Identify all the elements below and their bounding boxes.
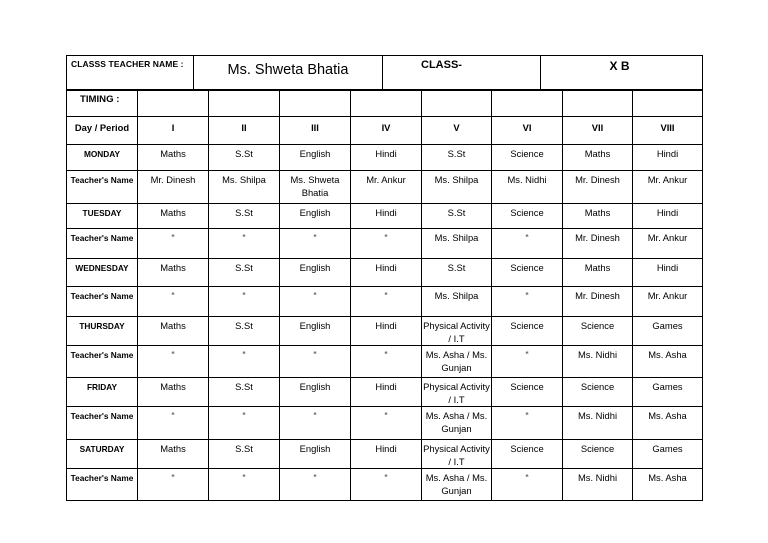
subject-cell: S.St [209,204,280,229]
class-teacher-label-cell [67,56,194,90]
teacher-name-label: Teacher's Name [67,469,138,501]
subject-cell: English [280,378,351,407]
period-header-row [67,117,703,145]
teacher-cell: “ [138,407,209,440]
period-header: VI [492,117,563,145]
subject-cell: Hindi [351,440,422,469]
day-label: WEDNESDAY [67,259,138,287]
teacher-cell: “ [492,346,563,378]
teacher-cell: “ [209,346,280,378]
teacher-cell: Ms. Nidhi [492,171,563,204]
teacher-cell: “ [280,229,351,259]
teacher-row [67,469,703,501]
teacher-cell: “ [138,287,209,317]
subject-cell: Games [633,440,703,469]
period-header: V [422,117,492,145]
period-header: VIII [633,117,703,145]
day-row [67,378,703,407]
teacher-cell: Ms. Shilpa [422,171,492,204]
teacher-row [67,287,703,317]
teacher-name-label: Teacher's Name [67,407,138,440]
teacher-cell: Mr. Dinesh [563,171,633,204]
subject-cell: Science [492,145,563,171]
teacher-row [67,346,703,378]
subject-cell: S.St [422,259,492,287]
teacher-cell: Mr. Dinesh [563,287,633,317]
teacher-cell: Ms. Asha / Ms. Gunjan [422,346,492,378]
subject-cell: S.St [209,145,280,171]
teacher-cell: “ [351,287,422,317]
timing-cell [138,91,209,117]
day-row [67,145,703,171]
day-row [67,259,703,287]
subject-cell: Science [492,378,563,407]
teacher-name-label: Teacher's Name [67,287,138,317]
subject-cell: Hindi [351,204,422,229]
subject-cell: Maths [563,204,633,229]
teacher-cell: Ms. Shweta Bhatia [280,171,351,204]
teacher-cell: Ms. Asha / Ms. Gunjan [422,407,492,440]
day-period-label: Day / Period [67,117,138,145]
subject-cell: Hindi [633,204,703,229]
teacher-cell: “ [492,407,563,440]
timing-cell [209,91,280,117]
teacher-cell: “ [351,469,422,501]
teacher-row [67,407,703,440]
timing-row [67,91,703,117]
timing-label: TIMING : [67,91,138,117]
timing-cell [280,91,351,117]
teacher-cell: “ [209,229,280,259]
subject-cell: Maths [138,204,209,229]
teacher-cell: “ [492,287,563,317]
subject-cell: Science [492,259,563,287]
class-teacher-name: Ms. Shweta Bhatia [227,62,349,78]
subject-cell: S.St [209,259,280,287]
teacher-cell: Mr. Ankur [633,229,703,259]
teacher-cell: “ [209,287,280,317]
teacher-cell: Mr. Dinesh [138,171,209,204]
teacher-row [67,229,703,259]
subject-cell: S.St [209,440,280,469]
subject-cell: Hindi [351,378,422,407]
teacher-name-label: Teacher's Name [67,346,138,378]
teacher-cell: Mr. Ankur [633,287,703,317]
teacher-cell: “ [351,407,422,440]
subject-cell: Science [492,440,563,469]
subject-cell: Science [492,317,563,346]
subject-cell: Science [563,317,633,346]
day-row [67,317,703,346]
teacher-cell: Ms. Nidhi [563,469,633,501]
subject-cell: Science [492,204,563,229]
teacher-cell: “ [351,346,422,378]
teacher-cell: “ [209,407,280,440]
teacher-row [67,171,703,204]
day-label: SATURDAY [67,440,138,469]
subject-cell: English [280,259,351,287]
subject-cell: Maths [138,317,209,346]
teacher-cell: Ms. Asha / Ms. Gunjan [422,469,492,501]
subject-cell: S.St [209,378,280,407]
teacher-cell: “ [209,469,280,501]
subject-cell: Hindi [351,259,422,287]
period-header: III [280,117,351,145]
subject-cell: Hindi [633,145,703,171]
teacher-cell: Ms. Nidhi [563,407,633,440]
day-label: TUESDAY [67,204,138,229]
period-header: VII [563,117,633,145]
teacher-cell: Ms. Asha [633,346,703,378]
timing-cell [563,91,633,117]
subject-cell: Maths [563,145,633,171]
teacher-cell: Ms. Shilpa [422,287,492,317]
subject-cell: English [280,204,351,229]
subject-cell: Physical Activity / I.T [422,378,492,407]
teacher-cell: “ [138,469,209,501]
teacher-cell: “ [351,229,422,259]
teacher-cell: “ [138,229,209,259]
subject-cell: Hindi [351,317,422,346]
teacher-cell: “ [492,469,563,501]
teacher-cell: Mr. Ankur [633,171,703,204]
period-header: I [138,117,209,145]
day-label: FRIDAY [67,378,138,407]
subject-cell: Hindi [633,259,703,287]
timetable [66,90,703,501]
teacher-name-label: Teacher's Name [67,171,138,204]
teacher-cell: “ [492,229,563,259]
class-teacher-label: CLASSS TEACHER NAME : [71,59,184,69]
teacher-cell: Mr. Ankur [351,171,422,204]
class-header [66,55,703,90]
class-value-cell [541,56,703,90]
day-label: THURSDAY [67,317,138,346]
teacher-cell: Ms. Asha [633,407,703,440]
subject-cell: S.St [209,317,280,346]
teacher-cell: Ms. Asha [633,469,703,501]
subject-cell: Maths [138,440,209,469]
class-label: CLASS- [421,59,462,71]
timing-cell [492,91,563,117]
teacher-cell: Mr. Dinesh [563,229,633,259]
subject-cell: S.St [422,204,492,229]
teacher-cell: “ [280,469,351,501]
teacher-cell: Ms. Nidhi [563,346,633,378]
subject-cell: Games [633,378,703,407]
teacher-cell: “ [280,407,351,440]
timing-cell [633,91,703,117]
teacher-cell: “ [138,346,209,378]
day-row [67,204,703,229]
subject-cell: S.St [422,145,492,171]
subject-cell: Physical Activity / I.T [422,440,492,469]
subject-cell: Maths [138,378,209,407]
teacher-cell: Ms. Shilpa [209,171,280,204]
teacher-cell: “ [280,346,351,378]
teacher-cell: Ms. Shilpa [422,229,492,259]
class-label-cell [383,56,541,90]
period-header: II [209,117,280,145]
subject-cell: Maths [138,259,209,287]
subject-cell: English [280,440,351,469]
timing-cell [351,91,422,117]
class-value: X B [609,59,630,73]
subject-cell: English [280,317,351,346]
teacher-name-label: Teacher's Name [67,229,138,259]
teacher-cell: “ [280,287,351,317]
subject-cell: Maths [138,145,209,171]
subject-cell: Science [563,440,633,469]
subject-cell: Games [633,317,703,346]
day-row [67,440,703,469]
subject-cell: Maths [563,259,633,287]
subject-cell: Science [563,378,633,407]
day-label: MONDAY [67,145,138,171]
subject-cell: Physical Activity / I.T [422,317,492,346]
timing-cell [422,91,492,117]
subject-cell: English [280,145,351,171]
period-header: IV [351,117,422,145]
subject-cell: Hindi [351,145,422,171]
class-teacher-name-cell [194,56,383,90]
